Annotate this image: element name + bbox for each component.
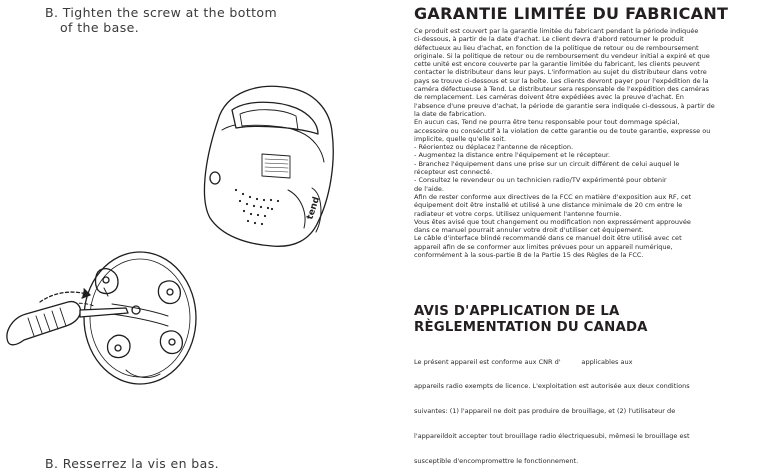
canada-line: Le présent appareil est conforme aux CNR d' applicables aux xyxy=(414,357,633,366)
mounting-base xyxy=(84,252,196,384)
camera-brand-logo: tend xyxy=(305,195,323,221)
warranty-body xyxy=(414,27,748,259)
warranty-line: radiateur et votre corps. Utilisez uniquement l'antenne fournie. xyxy=(414,209,622,218)
warranty-line: - Branchez l'équipement dans une prise sur un circuit différent de celui auquel le xyxy=(414,159,680,168)
warranty-line: Afin de rester conforme aux directives de la FCC en matière d'exposition aux RF, cet xyxy=(414,192,692,201)
warranty-line: contacter le distributeur dans leur pays. L'information au sujet du distributeur dans votre xyxy=(414,68,707,77)
warranty-line: conformément à la sous-partie B de la Partie 15 des Règles de la FCC. xyxy=(414,251,644,260)
warranty-line: En aucun cas, Tend ne pourra être tenu responsable pour tout dommage spécial, xyxy=(414,118,680,127)
warranty-line: originale. Si la politique de retour ou de remboursement du vendeur initial a expiré et que xyxy=(414,51,710,60)
warranty-line: de l'aide. xyxy=(414,184,444,193)
camera-speaker-dots xyxy=(235,189,279,225)
canada-notice-title xyxy=(414,304,744,336)
warranty-line: Vous êtes avisé que tout changement ou modification non expressément approuvée xyxy=(414,217,691,226)
canada-line: susceptible d'encompromettre le fonctionnement. xyxy=(414,457,579,466)
warranty-line: appareil afin de se conformer aux limites prévues pour un appareil numérique, xyxy=(414,242,673,251)
warranty-line: implicite, quelle qu'elle soit. xyxy=(414,134,507,143)
step-instruction-en xyxy=(45,5,345,35)
warranty-line: ci-dessous, à partir de la date d'achat. Le client devra d'abord retourner le produit xyxy=(414,35,684,44)
step-en-line-1: B. Tighten the screw at the bottom xyxy=(45,5,278,20)
step-instruction-fr: B. Resserrez la vis en bas. xyxy=(45,456,219,471)
camera-mount-illustration xyxy=(0,70,380,400)
warranty-line: caméra défectueuse à Tend. Le distributeur sera responsable de l'expédition des caméras xyxy=(414,85,710,94)
camera-body xyxy=(204,86,333,246)
warranty-line: dans ce manuel pourrait annuler votre droit d'utiliser cet équipement. xyxy=(414,226,644,235)
canada-notice-body xyxy=(414,341,748,474)
warranty-line: - Réorientez ou déplacez l'antenne de réception. xyxy=(414,143,574,152)
warranty-line: récepteur est connecté. xyxy=(414,168,493,177)
warranty-line: Ce produit est couvert par la garantie limitée du fabricant pendant la période indiquée xyxy=(414,27,699,35)
warranty-line: Le câble d'interface blindé recommandé dans ce manuel doit être utilisé avec cet xyxy=(414,234,682,243)
warranty-line: cette unité est encore couverte par la garantie limitée du fabricant, les clients peuvent xyxy=(414,60,700,69)
canada-line: l'appareildoit accepter tout brouillage radio électriquesubi, mêmesi le brouillage est xyxy=(414,432,690,441)
warranty-line: l'absence d'une preuve d'achat, la période de garantie sera indiquée ci-dessous, à partir de xyxy=(414,101,715,110)
screwdriver xyxy=(7,302,128,345)
warranty-title: GARANTIE LIMITÉE DU FABRICANT xyxy=(414,4,729,23)
canada-line: suivantes: (1) l'appareil ne doit pas produire de brouillage, et (2) l'utilisateur de xyxy=(414,407,676,416)
warranty-line: accessoire ou consécutif à la violation de cette garantie ou de toute garantie, expresse ou xyxy=(414,126,711,135)
warranty-line: - Consultez le revendeur ou un technicien radio/TV expérimenté pour obtenir xyxy=(414,176,667,185)
warranty-line: défectueux au lieu d'achat, en fonction de la politique de retour ou de remboursement xyxy=(414,43,699,52)
warranty-line: de remplacement. Les caméras doivent être expédiées avec la preuve d'achat. En xyxy=(414,93,684,102)
step-en-line-2: of the base. xyxy=(60,20,140,35)
canada-line: appareils radio exempts de licence. L'exploitation est autorisée aux deux conditions xyxy=(414,382,690,391)
warranty-line: - Augmentez la distance entre l'équipement et le récepteur. xyxy=(414,151,611,160)
warranty-line: pays se trouve ci-dessous et sur la boîte. Les clients devront payer pour l'expédition de la xyxy=(414,76,709,85)
warranty-line: la date de fabrication. xyxy=(414,109,487,118)
canada-title-line-2: RÈGLEMENTATION DU CANADA xyxy=(414,320,648,335)
canada-title-line-1: AVIS D'APPLICATION DE LA xyxy=(414,304,620,319)
warranty-line: équipement doit être installé et utilisé à une distance minimale de 20 cm entre le xyxy=(414,201,683,210)
